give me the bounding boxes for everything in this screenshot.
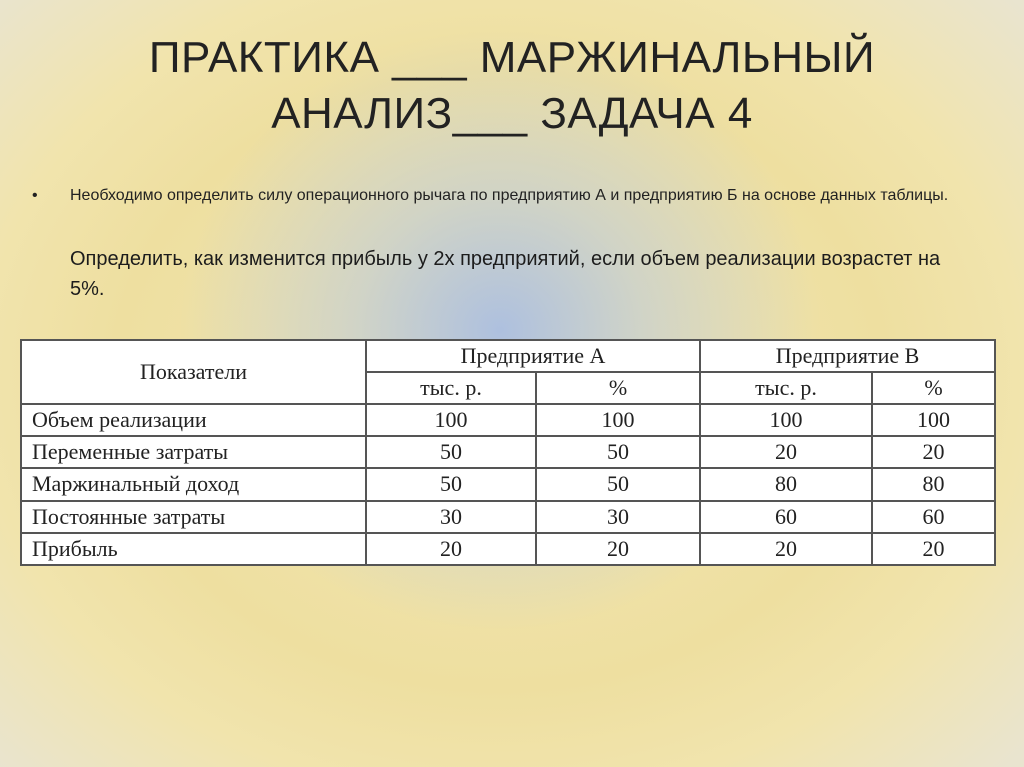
bullet-dot-icon: • (32, 187, 38, 204)
table-row (21, 533, 995, 565)
cell-a-percent: 50 (536, 468, 700, 500)
cell-a-thousand: 50 (366, 436, 536, 468)
subheader-b-percent: % (872, 372, 995, 404)
cell-b-thousand: 80 (700, 468, 872, 500)
row-label: Постоянные затраты (21, 501, 366, 533)
subheader-a-percent: % (536, 372, 700, 404)
cell-a-thousand: 50 (366, 468, 536, 500)
header-enterprise-a: Предприятие А (366, 340, 700, 372)
header-indicators: Показатели (21, 340, 366, 404)
subheader-a-thousand-rub: тыс. р. (366, 372, 536, 404)
title-line-1: ПРАКТИКА ___ МАРЖИНАЛЬНЫЙ (148, 33, 876, 82)
cell-b-percent: 100 (872, 404, 995, 436)
row-label: Переменные затраты (21, 436, 366, 468)
header-enterprise-b: Предприятие В (700, 340, 995, 372)
cell-b-thousand: 20 (700, 533, 872, 565)
task-paragraph: Определить, как изменится прибыль у 2х предприятий, если объем реализации возрастет на 5%. (70, 248, 941, 300)
cell-a-percent: 100 (536, 404, 700, 436)
table-row (21, 404, 995, 436)
cell-b-thousand: 100 (700, 404, 872, 436)
cell-b-thousand: 60 (700, 501, 872, 533)
cell-b-percent: 80 (872, 468, 995, 500)
cell-b-thousand: 20 (700, 436, 872, 468)
table-header-row (21, 340, 995, 372)
row-label: Маржинальный доход (21, 468, 366, 500)
cell-a-percent: 20 (536, 533, 700, 565)
cell-b-percent: 20 (872, 436, 995, 468)
cell-b-percent: 20 (872, 533, 995, 565)
cell-a-thousand: 100 (366, 404, 536, 436)
bullet-item (32, 184, 992, 207)
row-label: Объем реализации (21, 404, 366, 436)
table-row (21, 468, 995, 500)
cell-a-thousand: 20 (366, 533, 536, 565)
row-label: Прибыль (21, 533, 366, 565)
cell-a-thousand: 30 (366, 501, 536, 533)
subheader-b-thousand-rub: тыс. р. (700, 372, 872, 404)
title-line-2: АНАЛИЗ___ ЗАДАЧА 4 (271, 89, 753, 138)
cell-a-percent: 50 (536, 436, 700, 468)
bullet-text: Необходимо определить силу операционного рычага по предприятию А и предприятию Б на основе данных таблицы. (70, 187, 949, 204)
cell-b-percent: 60 (872, 501, 995, 533)
cell-a-percent: 30 (536, 501, 700, 533)
data-table-container (20, 339, 994, 566)
slide-title (60, 30, 964, 142)
data-table (20, 339, 996, 566)
table-row (21, 436, 995, 468)
table-row (21, 501, 995, 533)
